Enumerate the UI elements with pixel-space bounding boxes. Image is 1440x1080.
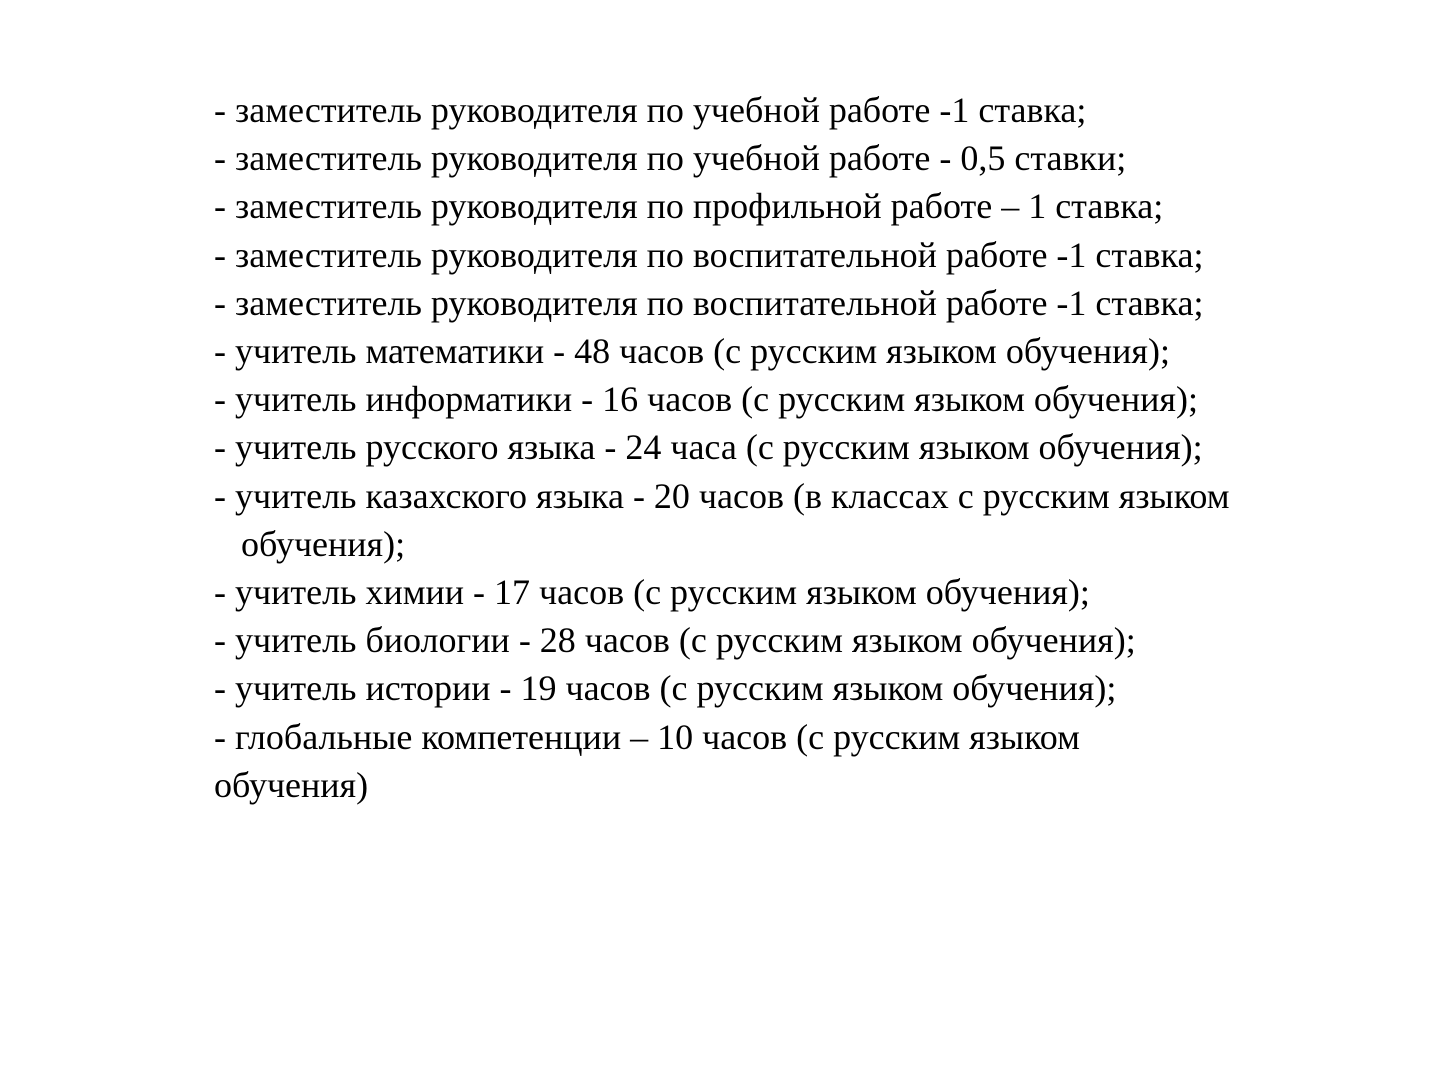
list-item: - заместитель руководителя по учебной работе -1 ставка; — [214, 90, 1087, 130]
list-item: - глобальные компетенции – 10 часов (с русским языком обучения) — [214, 716, 1080, 805]
list-item: - учитель биологии - 28 часов (с русским языком обучения); — [214, 620, 1136, 661]
list-item: - заместитель руководителя по воспитательной работе -1 ставка; — [214, 234, 1204, 275]
list-item: - учитель русского языка - 24 часа (с русским языком обучения); — [214, 427, 1203, 468]
list-item: - учитель истории - 19 часов (с русским языком обучения); — [214, 668, 1117, 709]
list-item: - заместитель руководителя по профильной работе – 1 ставка; — [214, 186, 1164, 227]
list-item: - учитель химии - 17 часов (с русским языком обучения); — [214, 572, 1090, 613]
list-item: - заместитель руководителя по учебной работе - 0,5 ставки; — [214, 138, 1127, 179]
list-item: - заместитель руководителя по воспитательной работе -1 ставка; — [214, 282, 1204, 323]
list-item: - учитель информатики - 16 часов (с русским языком обучения); — [214, 379, 1198, 420]
list-item: - учитель математики - 48 часов (с русским языком обучения); — [214, 331, 1170, 372]
vacancy-list — [214, 86, 1354, 809]
list-item: - учитель казахского языка - 20 часов (в классах с русским языком обучения); — [214, 475, 1230, 564]
